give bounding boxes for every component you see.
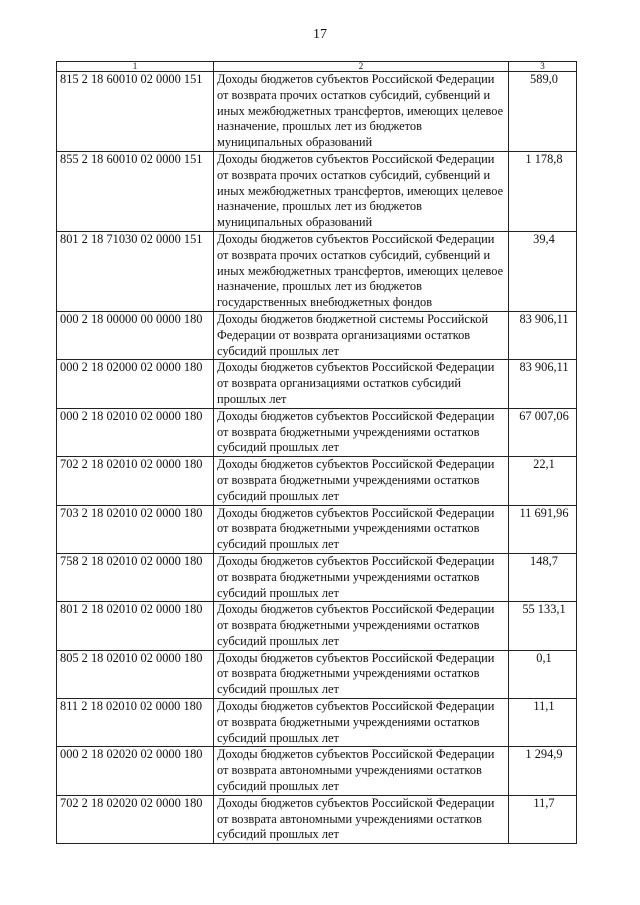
row-code: 702 2 18 02020 02 0000 180 [57,795,214,843]
row-amount: 148,7 [509,553,577,601]
row-code: 703 2 18 02010 02 0000 180 [57,505,214,553]
table-row [57,602,577,650]
row-description: Доходы бюджетов субъектов Российской Федерации от возврата бюджетными учреждениями остатков субсидий прошлых лет [214,650,509,698]
row-code: 702 2 18 02010 02 0000 180 [57,457,214,505]
row-description: Доходы бюджетов субъектов Российской Федерации от возврата бюджетными учреждениями остатков субсидий прошлых лет [214,553,509,601]
row-description: Доходы бюджетов субъектов Российской Федерации от возврата бюджетными учреждениями остатков субсидий прошлых лет [214,505,509,553]
row-amount: 83 906,11 [509,360,577,408]
row-code: 000 2 18 00000 00 0000 180 [57,311,214,359]
page-number: 17 [313,27,327,42]
table-row [57,151,577,231]
row-amount: 11,7 [509,795,577,843]
table-row [57,231,577,311]
row-amount: 589,0 [509,72,577,152]
row-description: Доходы бюджетов субъектов Российской Федерации от возврата бюджетными учреждениями остатков субсидий прошлых лет [214,457,509,505]
table-row [57,553,577,601]
row-amount: 11,1 [509,699,577,747]
row-code: 805 2 18 02010 02 0000 180 [57,650,214,698]
table-row [57,747,577,795]
row-code: 815 2 18 60010 02 0000 151 [57,72,214,152]
row-amount: 22,1 [509,457,577,505]
row-amount: 55 133,1 [509,602,577,650]
row-code: 000 2 18 02020 02 0000 180 [57,747,214,795]
table-row [57,650,577,698]
row-code: 000 2 18 02010 02 0000 180 [57,408,214,456]
row-description: Доходы бюджетов субъектов Российской Федерации от возврата бюджетными учреждениями остатков субсидий прошлых лет [214,408,509,456]
table-row [57,457,577,505]
row-amount: 11 691,96 [509,505,577,553]
column-header-amount: 3 [509,62,577,72]
table-header-row [57,62,577,72]
row-description: Доходы бюджетов субъектов Российской Федерации от возврата прочих остатков субсидий, субвенций и иных межбюджетных трансфертов, имеющих целевое назначение, прошлых лет из бюджетов государственных внебюджетных фондов [214,231,509,311]
table-row [57,699,577,747]
table-row [57,360,577,408]
row-description: Доходы бюджетов субъектов Российской Федерации от возврата автономными учреждениями остатков субсидий прошлых лет [214,747,509,795]
table-row [57,505,577,553]
row-description: Доходы бюджетов субъектов Российской Федерации от возврата прочих остатков субсидий, субвенций и иных межбюджетных трансфертов, имеющих целевое назначение, прошлых лет из бюджетов муниципальных образований [214,151,509,231]
row-code: 801 2 18 71030 02 0000 151 [57,231,214,311]
row-amount: 1 294,9 [509,747,577,795]
row-code: 811 2 18 02010 02 0000 180 [57,699,214,747]
table-row [57,72,577,152]
row-code: 000 2 18 02000 02 0000 180 [57,360,214,408]
row-description: Доходы бюджетов субъектов Российской Федерации от возврата бюджетными учреждениями остатков субсидий прошлых лет [214,602,509,650]
row-description: Доходы бюджетов субъектов Российской Федерации от возврата бюджетными учреждениями остатков субсидий прошлых лет [214,699,509,747]
column-header-code: 1 [57,62,214,72]
row-description: Доходы бюджетов субъектов Российской Федерации от возврата автономными учреждениями остатков субсидий прошлых лет [214,795,509,843]
column-header-description: 2 [214,62,509,72]
row-amount: 1 178,8 [509,151,577,231]
table-row [57,408,577,456]
row-code: 855 2 18 60010 02 0000 151 [57,151,214,231]
row-amount: 67 007,06 [509,408,577,456]
row-code: 758 2 18 02010 02 0000 180 [57,553,214,601]
row-description: Доходы бюджетов субъектов Российской Федерации от возврата прочих остатков субсидий, субвенций и иных межбюджетных трансфертов, имеющих целевое назначение, прошлых лет из бюджетов муниципальных образований [214,72,509,152]
row-amount: 0,1 [509,650,577,698]
row-description: Доходы бюджетов бюджетной системы Российской Федерации от возврата организациями остатков субсидий прошлых лет [214,311,509,359]
table-row [57,795,577,843]
row-description: Доходы бюджетов субъектов Российской Федерации от возврата организациями остатков субсидий прошлых лет [214,360,509,408]
row-amount: 83 906,11 [509,311,577,359]
table-row [57,311,577,359]
row-amount: 39,4 [509,231,577,311]
budget-revenue-table [56,61,577,844]
row-code: 801 2 18 02010 02 0000 180 [57,602,214,650]
